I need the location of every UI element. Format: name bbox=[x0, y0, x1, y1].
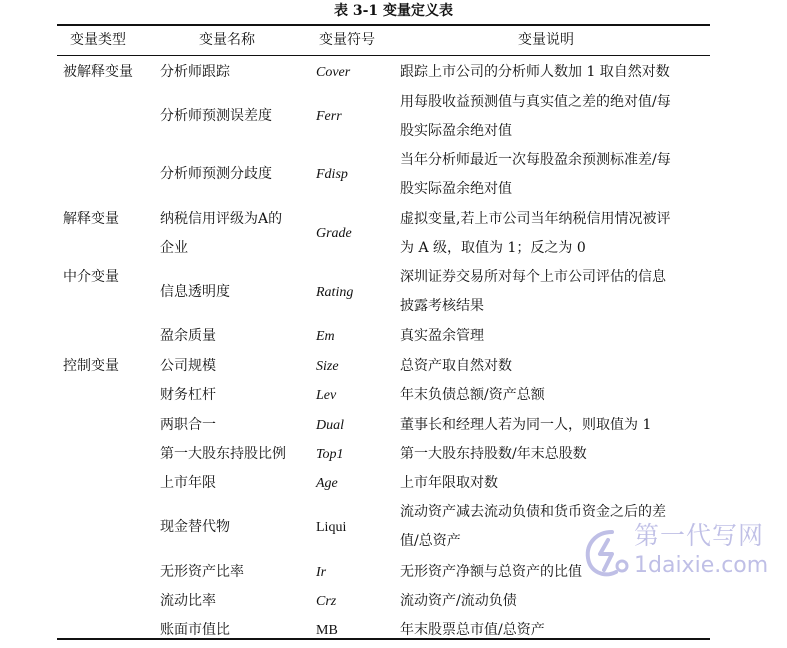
cell-description: 年末负债总额/资产总额 bbox=[400, 387, 545, 403]
cell-description: 流动资产/流动负债 bbox=[400, 593, 517, 609]
cell-symbol: Liqui bbox=[316, 520, 347, 535]
cell-symbol: Age bbox=[316, 476, 338, 491]
cell-name: 盈余质量 bbox=[160, 328, 216, 344]
cell-description: 披露考核结果 bbox=[400, 298, 484, 314]
cell-description: 用每股收益预测值与真实值之差的绝对值/每 bbox=[400, 94, 671, 110]
cell-name: 账面市值比 bbox=[160, 622, 230, 638]
cell-description: 年末股票总市值/总资产 bbox=[400, 622, 545, 638]
cell-symbol: Lev bbox=[316, 388, 337, 403]
cell-name: 财务杠杆 bbox=[160, 387, 216, 403]
cell-description: 值/总资产 bbox=[400, 533, 461, 549]
cell-name: 信息透明度 bbox=[160, 284, 230, 300]
cell-name: 流动比率 bbox=[160, 593, 216, 609]
cell-name: 分析师跟踪 bbox=[160, 64, 230, 80]
cell-name: 第一大股东持股比例 bbox=[160, 446, 286, 462]
header-variable-symbol: 变量符号 bbox=[319, 32, 375, 48]
cell-name: 现金替代物 bbox=[160, 519, 230, 535]
cell-description: 第一大股东持股数/年末总股数 bbox=[400, 446, 587, 462]
cell-symbol: Ir bbox=[316, 565, 327, 580]
cell-symbol: Em bbox=[316, 329, 335, 344]
cell-description: 上市年限取对数 bbox=[400, 475, 498, 491]
cell-description: 股实际盈余绝对值 bbox=[400, 181, 512, 197]
cell-description: 当年分析师最近一次每股盈余预测标准差/每 bbox=[400, 152, 671, 168]
cell-symbol: Size bbox=[316, 359, 339, 374]
watermark-logo-icon bbox=[582, 526, 634, 582]
cell-description: 无形资产净额与总资产的比值 bbox=[400, 564, 582, 580]
cell-description: 董事长和经理人若为同一人，则取值为 1 bbox=[400, 417, 652, 433]
watermark-site-url: 1daixie.com bbox=[634, 553, 769, 578]
cell-name: 公司规模 bbox=[160, 358, 216, 374]
top-rule bbox=[57, 24, 710, 26]
cell-description: 深圳证券交易所对每个上市公司评估的信息 bbox=[400, 269, 666, 285]
cell-name: 纳税信用评级为A的 bbox=[160, 211, 283, 227]
cell-symbol: Cover bbox=[316, 65, 351, 80]
header-variable-name: 变量名称 bbox=[199, 32, 255, 48]
watermark bbox=[582, 518, 782, 588]
cell-description: 虚拟变量,若上市公司当年纳税信用情况被评 bbox=[400, 211, 671, 227]
cell-symbol: Crz bbox=[316, 594, 337, 609]
cell-description: 为 A 级，取值为 1；反之为 0 bbox=[400, 240, 586, 256]
cell-name: 分析师预测分歧度 bbox=[160, 166, 272, 182]
cell-description: 股实际盈余绝对值 bbox=[400, 123, 512, 139]
cell-description: 真实盈余管理 bbox=[400, 328, 484, 344]
cell-type: 中介变量 bbox=[63, 269, 119, 285]
cell-symbol: Dual bbox=[316, 418, 344, 433]
cell-type: 解释变量 bbox=[63, 211, 119, 227]
cell-type: 控制变量 bbox=[63, 358, 119, 374]
cell-name: 分析师预测误差度 bbox=[160, 108, 272, 124]
cell-symbol: Rating bbox=[316, 285, 354, 300]
cell-description: 跟踪上市公司的分析师人数加 1 取自然对数 bbox=[400, 64, 670, 80]
cell-symbol: Fdisp bbox=[316, 167, 348, 182]
cell-name: 两职合一 bbox=[160, 417, 216, 433]
header-variable-description: 变量说明 bbox=[518, 32, 574, 48]
watermark-site-name: 第一代写网 bbox=[634, 521, 765, 550]
cell-name: 无形资产比率 bbox=[160, 564, 244, 580]
header-variable-type: 变量类型 bbox=[70, 32, 126, 48]
header-rule bbox=[57, 55, 710, 56]
cell-name: 企业 bbox=[160, 240, 188, 256]
table-title: 表 3-1 变量定义表 bbox=[333, 3, 454, 19]
cell-description: 总资产取自然对数 bbox=[400, 358, 512, 374]
cell-type: 被解释变量 bbox=[63, 64, 133, 80]
cell-symbol: Top1 bbox=[316, 447, 344, 462]
bottom-rule bbox=[57, 638, 710, 640]
cell-name: 上市年限 bbox=[160, 475, 216, 491]
cell-symbol: Ferr bbox=[316, 109, 342, 124]
cell-description: 流动资产减去流动负债和货币资金之后的差 bbox=[400, 504, 666, 520]
cell-symbol: MB bbox=[316, 623, 338, 638]
cell-symbol: Grade bbox=[316, 226, 352, 241]
